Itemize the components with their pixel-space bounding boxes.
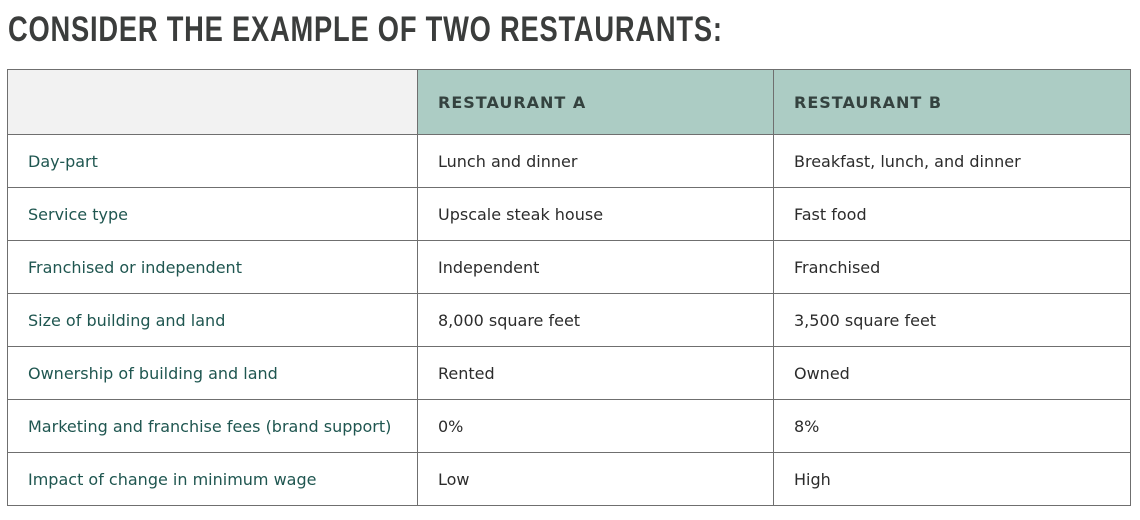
restaurant-a-value: Independent [418,241,774,294]
table-row [8,188,1131,241]
restaurant-a-value: Rented [418,347,774,400]
row-label: Day-part [8,135,418,188]
restaurant-a-value: Low [418,453,774,506]
table-row [8,241,1131,294]
row-label: Impact of change in minimum wage [8,453,418,506]
header-restaurant-b: RESTAURANT B [774,70,1131,135]
row-label: Ownership of building and land [8,347,418,400]
restaurant-b-value: High [774,453,1131,506]
header-corner-cell [8,70,418,135]
restaurant-a-value: Lunch and dinner [418,135,774,188]
restaurant-a-value: 0% [418,400,774,453]
restaurant-b-value: Owned [774,347,1131,400]
table-row [8,294,1131,347]
table-row [8,135,1131,188]
table-row [8,347,1131,400]
restaurant-a-value: Upscale steak house [418,188,774,241]
restaurant-b-value: Breakfast, lunch, and dinner [774,135,1131,188]
restaurant-b-value: 3,500 square feet [774,294,1131,347]
row-label: Marketing and franchise fees (brand support) [8,400,418,453]
row-label: Franchised or independent [8,241,418,294]
comparison-table [7,69,1131,506]
table-header-row [8,70,1131,135]
restaurant-a-value: 8,000 square feet [418,294,774,347]
restaurant-b-value: 8% [774,400,1131,453]
table-row [8,453,1131,506]
row-label: Size of building and land [8,294,418,347]
header-restaurant-a: RESTAURANT A [418,70,774,135]
restaurant-b-value: Franchised [774,241,1131,294]
page-title: CONSIDER THE EXAMPLE OF TWO RESTAURANTS: [8,10,723,49]
row-label: Service type [8,188,418,241]
restaurant-b-value: Fast food [774,188,1131,241]
table-row [8,400,1131,453]
